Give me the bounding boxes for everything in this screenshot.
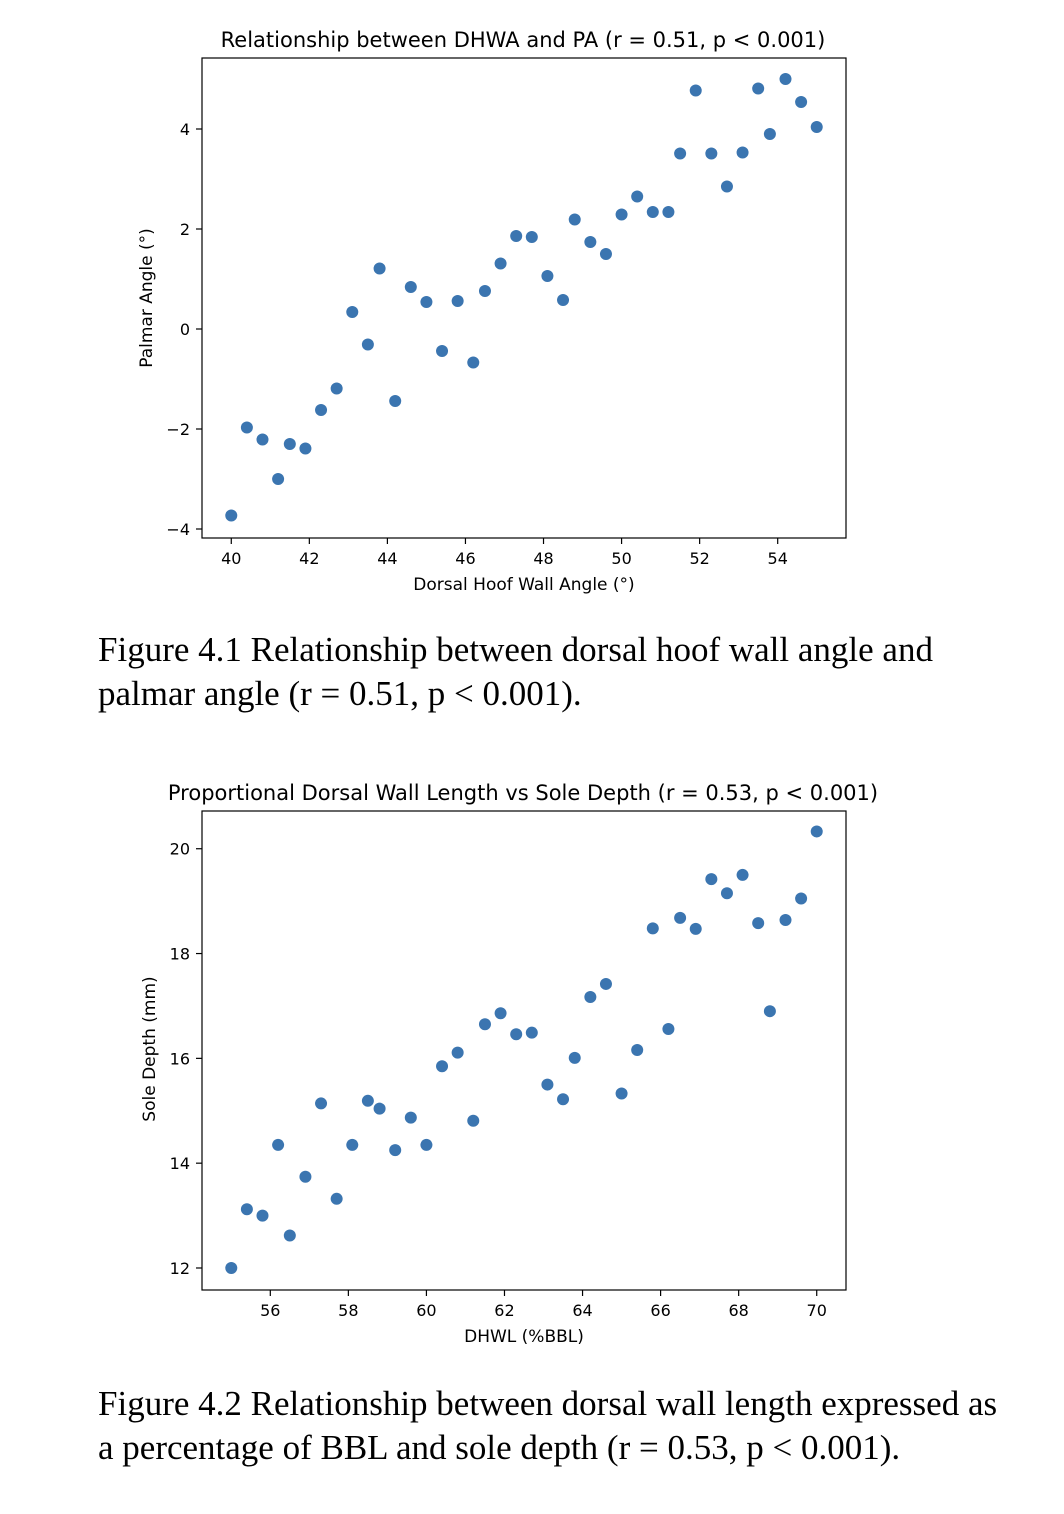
data-point bbox=[764, 1005, 776, 1017]
x-tick-label: 42 bbox=[299, 549, 320, 568]
y-tick-label: 4 bbox=[179, 120, 190, 139]
data-point bbox=[315, 1097, 327, 1109]
y-tick-label: 14 bbox=[169, 1154, 190, 1174]
x-tick-label: 48 bbox=[533, 549, 554, 568]
data-point bbox=[346, 1139, 358, 1151]
x-tick-label: 40 bbox=[221, 549, 242, 568]
data-point bbox=[662, 1023, 674, 1035]
data-point bbox=[389, 395, 401, 407]
chart-title: Proportional Dorsal Wall Length vs Sole Depth (r = 0.53, p < 0.001) bbox=[167, 781, 879, 805]
data-point bbox=[616, 209, 628, 221]
data-point bbox=[272, 473, 284, 485]
x-tick-label: 60 bbox=[416, 1301, 437, 1320]
data-point bbox=[674, 148, 686, 160]
data-point bbox=[256, 434, 268, 446]
x-tick-label: 56 bbox=[260, 1301, 281, 1320]
data-point bbox=[569, 1052, 581, 1064]
x-tick-label: 50 bbox=[611, 549, 632, 568]
data-point bbox=[405, 281, 417, 293]
x-tick-label: 44 bbox=[377, 549, 398, 568]
data-point bbox=[737, 869, 749, 881]
data-point bbox=[721, 181, 733, 193]
x-tick-label: 68 bbox=[728, 1301, 749, 1320]
data-point bbox=[346, 306, 358, 318]
y-axis-label: Sole Depth (mm) bbox=[140, 976, 160, 1122]
data-point bbox=[526, 231, 538, 243]
data-point bbox=[436, 1060, 448, 1072]
data-point bbox=[647, 206, 659, 218]
data-point bbox=[420, 1139, 432, 1151]
data-point bbox=[225, 1262, 237, 1274]
data-point bbox=[510, 230, 522, 242]
data-point bbox=[690, 923, 702, 935]
data-point bbox=[452, 1047, 464, 1059]
data-point bbox=[600, 248, 612, 260]
data-point bbox=[811, 121, 823, 133]
x-axis-label: DHWL (%BBL) bbox=[464, 1327, 584, 1347]
y-tick-label: 18 bbox=[169, 944, 190, 964]
data-point bbox=[362, 1095, 374, 1107]
y-tick-label: 12 bbox=[169, 1258, 190, 1278]
data-point bbox=[721, 887, 733, 899]
y-tick-label: −4 bbox=[166, 520, 190, 539]
data-point bbox=[705, 873, 717, 885]
data-point bbox=[780, 73, 792, 85]
x-tick-label: 70 bbox=[806, 1301, 827, 1320]
data-point bbox=[764, 128, 776, 140]
data-point bbox=[299, 1171, 311, 1183]
plot-frame bbox=[202, 811, 846, 1290]
data-point bbox=[420, 296, 432, 308]
data-points bbox=[225, 825, 822, 1274]
figure-4-2 bbox=[0, 753, 1064, 1353]
data-point bbox=[631, 1044, 643, 1056]
axis-ticks bbox=[166, 120, 787, 568]
data-point bbox=[495, 1007, 507, 1019]
figure-caption-4-2: Figure 4.2 Relationship between dorsal wall length expressed as a percentage of BBL and sole depth (r = 0.53, p < 0.001). bbox=[98, 1384, 998, 1467]
x-tick-label: 58 bbox=[338, 1301, 359, 1320]
data-point bbox=[241, 422, 253, 434]
figure-4-1 bbox=[0, 0, 1064, 600]
data-point bbox=[467, 357, 479, 369]
x-tick-label: 64 bbox=[572, 1301, 593, 1320]
data-point bbox=[315, 404, 327, 416]
data-point bbox=[526, 1027, 538, 1039]
data-point bbox=[705, 148, 717, 160]
y-tick-label: 20 bbox=[169, 839, 190, 859]
plot-frame bbox=[202, 58, 846, 538]
data-point bbox=[284, 1229, 296, 1241]
data-point bbox=[737, 147, 749, 159]
x-tick-label: 66 bbox=[650, 1301, 671, 1320]
y-axis-label: Palmar Angle (°) bbox=[137, 228, 157, 368]
y-tick-label: 16 bbox=[169, 1049, 190, 1069]
data-point bbox=[479, 285, 491, 297]
data-point bbox=[569, 214, 581, 226]
data-point bbox=[389, 1144, 401, 1156]
data-point bbox=[795, 893, 807, 905]
data-point bbox=[541, 270, 553, 282]
x-tick-label: 52 bbox=[689, 549, 710, 568]
data-point bbox=[584, 991, 596, 1003]
chart-title: Relationship between DHWA and PA (r = 0.51, p < 0.001) bbox=[220, 28, 826, 52]
data-point bbox=[284, 438, 296, 450]
y-tick-label: 0 bbox=[179, 320, 190, 339]
data-point bbox=[616, 1087, 628, 1099]
data-point bbox=[674, 912, 686, 924]
axis-ticks bbox=[170, 840, 827, 1320]
data-point bbox=[331, 1193, 343, 1205]
data-point bbox=[780, 914, 792, 926]
data-point bbox=[811, 825, 823, 837]
scatter-chart-dhwa-pa bbox=[0, 0, 1064, 600]
data-point bbox=[241, 1203, 253, 1215]
data-point bbox=[272, 1139, 284, 1151]
figure-caption-4-1: Figure 4.1 Relationship between dorsal hoof wall angle and palmar angle (r = 0.51, p < 0.001). bbox=[98, 630, 933, 713]
data-point bbox=[495, 258, 507, 270]
y-tick-label: 2 bbox=[179, 220, 190, 239]
data-point bbox=[362, 339, 374, 351]
data-point bbox=[631, 191, 643, 203]
data-point bbox=[584, 236, 596, 248]
y-tick-label: −2 bbox=[166, 420, 190, 439]
scatter-chart-dhwl-sole-depth bbox=[0, 753, 1064, 1353]
data-point bbox=[299, 443, 311, 455]
data-point bbox=[541, 1079, 553, 1091]
x-tick-label: 62 bbox=[494, 1301, 515, 1320]
x-tick-label: 46 bbox=[455, 549, 476, 568]
data-point bbox=[331, 383, 343, 395]
data-point bbox=[436, 345, 448, 357]
data-point bbox=[479, 1018, 491, 1030]
data-point bbox=[374, 263, 386, 275]
data-point bbox=[510, 1028, 522, 1040]
data-point bbox=[600, 978, 612, 990]
data-point bbox=[795, 96, 807, 108]
x-axis-label: Dorsal Hoof Wall Angle (°) bbox=[413, 575, 635, 595]
data-points bbox=[225, 73, 822, 522]
data-point bbox=[752, 917, 764, 929]
data-point bbox=[557, 1093, 569, 1105]
data-point bbox=[647, 922, 659, 934]
data-point bbox=[256, 1210, 268, 1222]
data-point bbox=[752, 83, 764, 95]
data-point bbox=[405, 1112, 417, 1124]
data-point bbox=[662, 206, 674, 218]
data-point bbox=[225, 510, 237, 522]
data-point bbox=[467, 1115, 479, 1127]
x-tick-label: 54 bbox=[767, 549, 788, 568]
data-point bbox=[690, 85, 702, 97]
data-point bbox=[452, 295, 464, 307]
data-point bbox=[557, 294, 569, 306]
data-point bbox=[374, 1103, 386, 1115]
